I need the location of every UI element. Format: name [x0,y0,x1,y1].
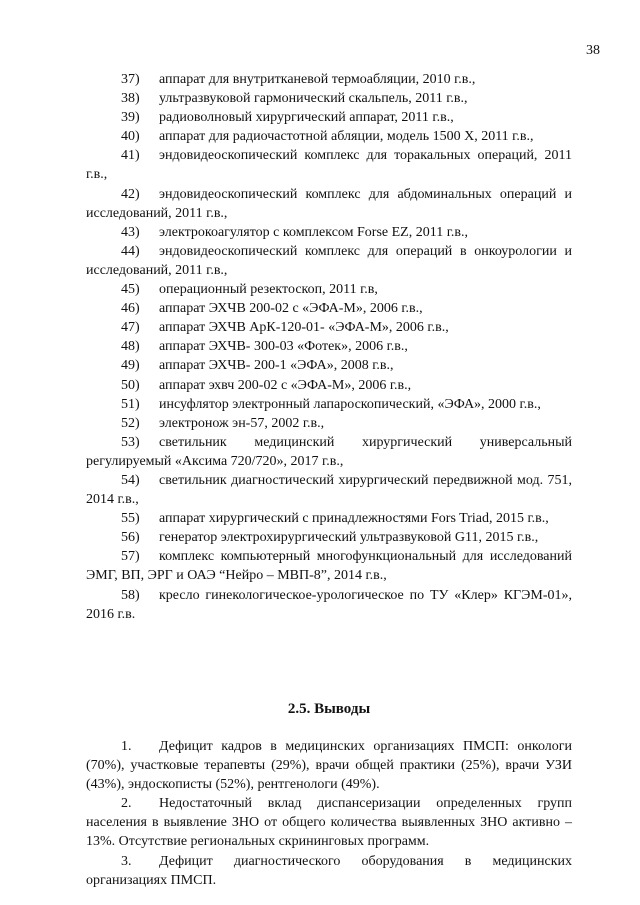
item-text: ультразвуковой гармонический скальпель, 2011 г.в., [159,91,468,107]
item-text: аппарат эхвч 200-02 с «ЭФА-М», 2006 г.в., [159,377,412,393]
item-number: 37) [121,72,140,87]
item-number: 41) [121,148,140,164]
item-text: аппарат хирургический с принадлежностями Fors Triad, 2015 г.в., [159,511,549,527]
item-number: 42) [121,186,140,202]
item-text: генератор электрохирургический ультразвуковой G11, 2015 г.в., [159,530,539,546]
item-number: 47) [121,320,140,336]
item-number: 51) [121,396,140,412]
item-text: аппарат ЭХЧВ 200-02 с «ЭФА-М», 2006 г.в., [159,301,423,317]
conclusion-item [86,737,572,794]
list-item [86,528,572,547]
item-number: 57) [121,549,140,565]
item-number: 48) [121,339,140,355]
section-heading: 2.5. Выводы [287,701,371,717]
item-text: электронож эн-57, 2002 г.в., [159,415,325,431]
item-text: светильник диагностический хирургический передвижной мод. 751, 2014 г.в., [86,472,572,508]
list-item [86,395,572,414]
conclusion-text: Недостаточный вклад диспансеризации определенных групп населения в выявление ЗНО от общего количества выявленных ЗНО активно – 13%. Отсутствие региональных скрининговых программ. [86,796,572,850]
list-item [86,337,572,356]
item-number: 39) [121,110,140,126]
item-number: 58) [121,587,140,603]
list-item [86,185,572,223]
item-text: аппарат для радиочастотной абляции, модель 1500 Х, 2011 г.в., [159,129,534,145]
item-number: 56) [121,530,140,546]
item-text: аппарат ЭХЧВ- 200-1 «ЭФА», 2008 г.в., [159,358,394,374]
item-text: эндовидеоскопический комплекс для торакальных операций, 2011 г.в., [86,148,572,183]
list-item [86,586,572,624]
list-item [86,318,572,337]
list-item [86,376,572,395]
list-item [86,70,572,89]
item-number: 45) [121,282,140,298]
conclusion-item [86,852,572,890]
item-number: 54) [121,472,140,488]
item-text: эндовидеоскопический комплекс для абдоминальных операций и исследований, 2011 г.в., [86,186,572,221]
list-item [86,509,572,528]
item-number: 44) [121,243,140,259]
item-text: аппарат для внутритканевой термоабляции, 2010 г.в., [159,72,476,87]
item-text: кресло гинекологическое-урологическое по ТУ «Клер» КГЭМ-01», 2016 г.в. [86,587,572,622]
conclusion-text: Дефицит кадров в медицинских организациях ПМСП: онкологи (70%), участковые терапевты (29%), врачи общей практики (25%), врачи УЗИ (43%), эндоскописты (52%), рентгенологи (49%). [86,739,572,793]
item-text: радиоволновый хирургический аппарат, 2011 г.в., [159,110,454,126]
list-item [86,356,572,375]
item-text: светильник медицинский хирургический универсальный регулируемый «Аксима 720/720», 2017 г.в., [86,434,572,469]
item-number: 43) [121,224,140,240]
item-number: 46) [121,301,140,317]
item-number: 40) [121,129,140,145]
list-item [86,223,572,242]
item-number: 52) [121,415,140,431]
list-item [86,146,572,184]
item-number: 53) [121,434,140,450]
item-text: аппарат ЭХЧВ- 300-03 «Фотек», 2006 г.в., [159,339,408,355]
list-item [86,242,572,280]
item-text: аппарат ЭХЧВ АрК-120-01- «ЭФА-М», 2006 г.в., [159,320,449,336]
list-item [86,127,572,146]
list-item [86,108,572,127]
item-number: 55) [121,511,140,527]
equipment-list [86,70,572,624]
conclusion-text: Дефицит диагностического оборудования в медицинских организациях ПМСП. [86,853,572,888]
item-text: эндовидеоскопический комплекс для операций в онкоурологии и исследований, 2011 г.в., [86,243,572,278]
list-item [86,547,572,585]
list-item [86,471,572,509]
conclusion-number: 3. [121,853,132,869]
item-text: операционный резектоскоп, 2011 г.в, [159,282,378,298]
page-number: 38 [586,43,600,58]
conclusions-list [86,737,572,890]
list-item [86,89,572,108]
list-item [86,280,572,299]
item-number: 38) [121,91,140,107]
conclusion-number: 2. [121,796,132,812]
item-text: комплекс компьютерный многофункциональный для исследований ЭМГ, ВП, ЭРГ и ОАЭ “Нейро – МВП-8”, 2014 г.в., [86,549,572,584]
item-number: 50) [121,377,140,393]
item-number: 49) [121,358,140,374]
conclusion-number: 1. [121,739,132,754]
conclusion-item [86,794,572,851]
item-text: инсуфлятор электронный лапароскопический, «ЭФА», 2000 г.в., [159,396,541,412]
list-item [86,433,572,471]
list-item [86,414,572,433]
list-item [86,299,572,318]
item-text: электрокоагулятор с комплексом Forse EZ, 2011 г.в., [159,224,468,240]
